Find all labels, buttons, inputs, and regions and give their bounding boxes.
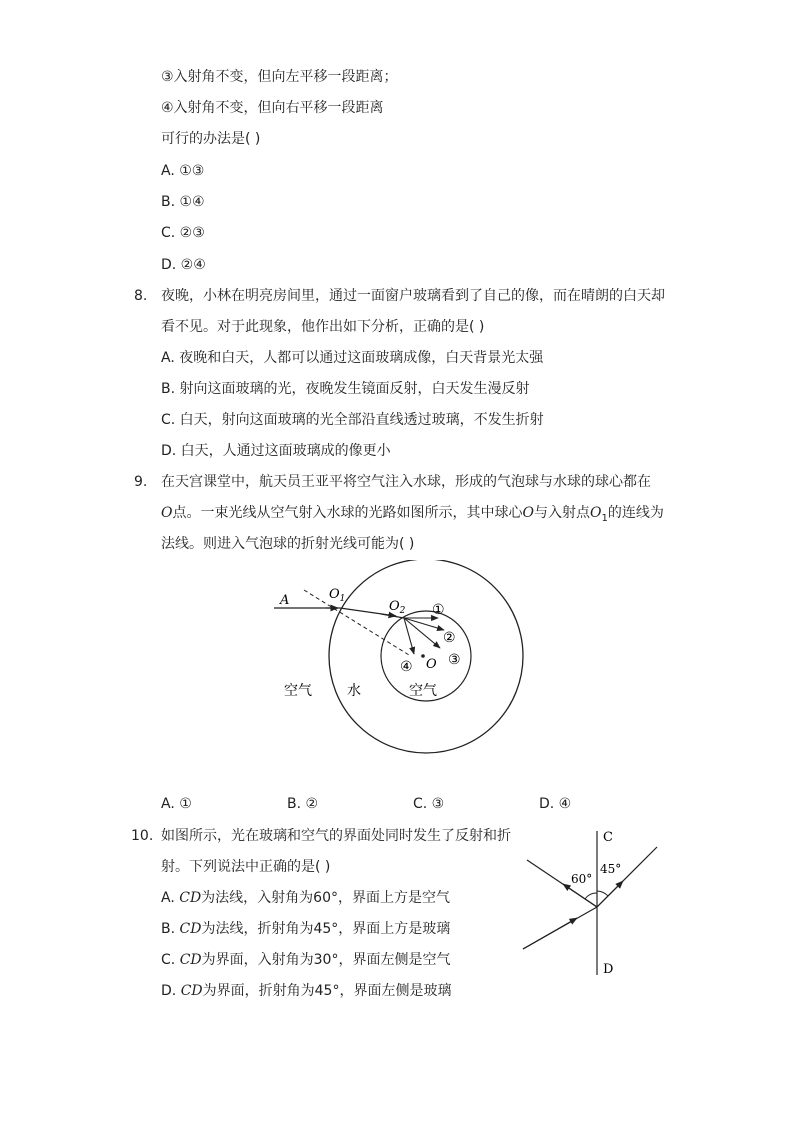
- q9-stem-line2-a: 点。一束光线从空气射入水球的光路如图所示，其中球心: [172, 505, 523, 521]
- label-ray-4: ④: [400, 659, 413, 675]
- angle-arc-45: [597, 891, 608, 896]
- q8-choice-c: C. 白天，射向这面玻璃的光全部沿直线透过玻璃，不发生折射: [161, 412, 544, 428]
- q8-choice-d: D. 白天，人通过这面玻璃成的像更小: [161, 443, 391, 459]
- label-o2: $O_2$: [389, 599, 406, 616]
- q9-stem-line2-b: 与入射点: [533, 505, 590, 521]
- q8-choice-a: A. 夜晚和白天，人都可以通过这面玻璃成像，白天背景光太强: [161, 350, 544, 366]
- ray-4: [404, 618, 414, 654]
- q9-point-o1-sub: 1: [601, 512, 608, 524]
- label-ray-2: ②: [443, 630, 456, 646]
- label-ray-3: ③: [448, 652, 461, 668]
- label-o: O: [426, 657, 437, 672]
- q7-choice-a: A. ①③: [161, 163, 205, 179]
- q10-choice-c-cd: CD: [179, 952, 202, 968]
- q10-choice-d-cd: CD: [180, 983, 203, 999]
- q10-choice-b-cd: CD: [179, 921, 202, 937]
- q10-choice-b-letter: B.: [161, 921, 180, 937]
- q7-choice-c: C. ②③: [161, 225, 205, 241]
- label-45: 45°: [600, 862, 622, 876]
- q10-choice-a-text: 为法线，入射角为60°，界面上方是空气: [201, 890, 450, 906]
- label-60: 60°: [571, 872, 593, 886]
- label-c: C: [603, 830, 613, 845]
- q10-choice-c-letter: C.: [161, 952, 180, 968]
- q10-choice-b: [161, 920, 450, 938]
- ray-3: [404, 618, 440, 648]
- q7-choice-d: D. ②④: [161, 257, 206, 273]
- q10-stem-line2: 射。下列说法中正确的是( ): [161, 859, 331, 875]
- label-o1: $O_1$: [329, 587, 346, 604]
- q9-stem-line3: 法线。则进入气泡球的折射光线可能为( ): [161, 536, 415, 552]
- q9-choice-c: C. ③: [413, 796, 445, 812]
- q9-choice-a: A. ①: [161, 796, 192, 812]
- label-air-inner: 空气: [409, 683, 437, 699]
- q7-option-4-text: ④入射角不变，但向右平移一段距离: [161, 100, 384, 116]
- q9-stem-line2-c: 的连线为: [607, 505, 664, 521]
- q10-stem-line1: 如图所示，光在玻璃和空气的界面处同时发生了反射和折: [161, 828, 511, 844]
- q10-choice-c-text: 为界面，入射角为30°，界面左侧是空气: [201, 952, 451, 968]
- q9-center-o: O: [161, 505, 173, 521]
- q8-stem-line2: 看不见。对于此现象，他作出如下分析，正确的是( ): [161, 319, 485, 335]
- q9-figure: [266, 560, 566, 760]
- q8-choice-b: B. 射向这面玻璃的光，夜晚发生镜面反射，白天发生漫反射: [161, 381, 530, 397]
- q9-number: 9.: [134, 474, 148, 490]
- q7-stem-tail: 可行的办法是( ): [161, 131, 261, 147]
- q8-stem-line1: 夜晚，小林在明亮房间里，通过一面窗户玻璃看到了自己的像，而在晴朗的白天却: [161, 288, 665, 304]
- q7-option-3-text: ③入射角不变，但向左平移一段距离；: [161, 69, 398, 85]
- q9-choice-b: B. ②: [287, 796, 319, 812]
- angle-arc-60: [585, 893, 597, 899]
- q10-choice-d-letter: D.: [161, 983, 181, 999]
- label-d: D: [603, 962, 614, 977]
- q10-choice-a-letter: A.: [161, 890, 180, 906]
- center-point: [421, 654, 425, 658]
- q9-stem-line1: 在天宫课堂中，航天员王亚平将空气注入水球，形成的气泡球与水球的球心都在: [161, 474, 651, 490]
- label-a: A: [280, 593, 290, 608]
- q10-figure: [515, 825, 675, 985]
- q10-choice-a-cd: CD: [179, 890, 202, 906]
- q9-point-o1: O: [589, 505, 602, 521]
- label-ray-1: ①: [432, 602, 445, 618]
- q10-number: 10.: [131, 828, 154, 844]
- q10-choice-b-text: 为法线，折射角为45°，界面上方是玻璃: [201, 921, 451, 937]
- ray-2: [404, 618, 444, 630]
- q7-choice-b: B. ①④: [161, 194, 205, 210]
- q9-choice-d: D. ④: [539, 796, 572, 812]
- q10-choice-d: [161, 982, 451, 1000]
- label-water: 水: [347, 683, 361, 699]
- q10-choice-a: [161, 889, 450, 907]
- q8-number: 8.: [134, 288, 148, 304]
- q10-choice-d-text: 为界面，折射角为45°，界面左侧是玻璃: [202, 983, 452, 999]
- q9-center-o-2: O: [522, 505, 534, 521]
- label-air-outer: 空气: [284, 683, 312, 699]
- q9-stem-line2: [161, 504, 664, 528]
- q10-choice-c: [161, 951, 450, 969]
